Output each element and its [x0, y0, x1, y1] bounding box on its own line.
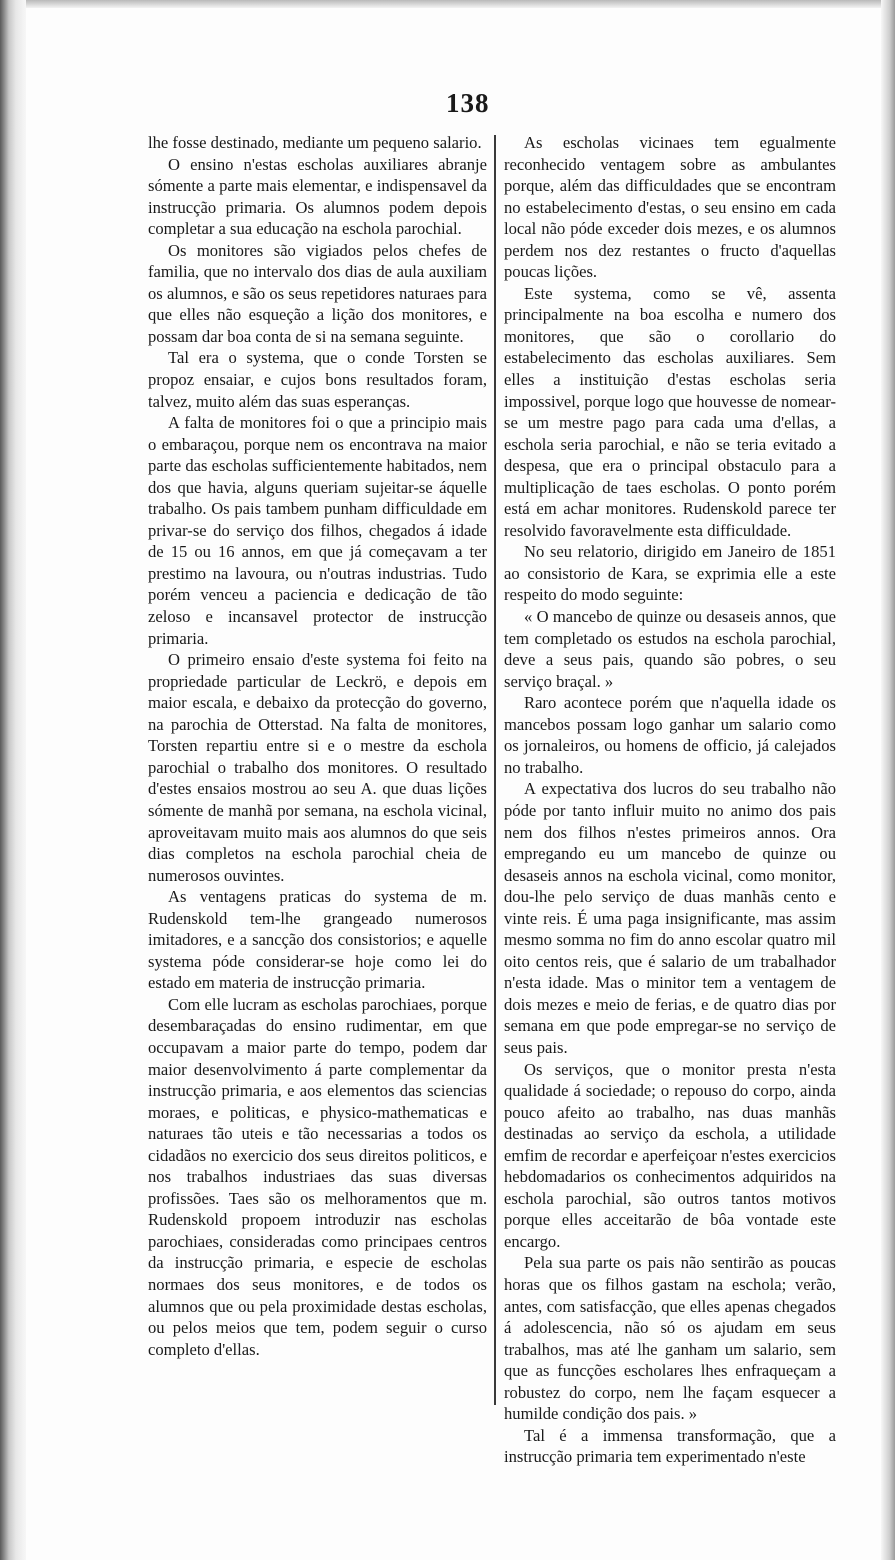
right-paragraph-2: Este systema, como se vê, assenta principalmente na boa escolha e numero dos monitores, que são o corollario do estabelecimento das escholas auxiliares. Sem elles a instituição d'estas escholas seria impossivel, porque logo que houvesse de nomear-se um mestre pago para cada uma d'ellas, a eschola seria parochial, e não se teria evitado a despesa, que era o principal obstaculo para a multiplicação de taes escholas. O ponto porém está em achar monitores. Rudenskold parece ter resolvido favoravelmente esta difficuldade. — [504, 283, 836, 540]
column-divider — [494, 135, 496, 1405]
left-paragraph-7: As ventagens praticas do systema de m. Rudenskold tem-lhe grangeado numerosos imitadores, e a sancção dos consistorios; e aquelle systema póde considerar-se hoje como lei do estado em materia de instrucção primaria. — [148, 887, 487, 993]
page-top-edge — [0, 0, 895, 8]
left-paragraph-6: O primeiro ensaio d'este systema foi feito na propriedade particular de Leckrö, e depois em maior escala, e debaixo da protecção do governo, na parochia de Otterstad. Na falta de monitores, Torsten repartiu entre si e o mestre da eschola parochial o trabalho dos monitores. O resultado d'estes ensaios mostrou ao seu A. que duas lições sómente de manhã por semana, na eschola vicinal, aproveitavam muito mais aos alumnos do que seis dias completos na eschola parochial cheia de numerosos ouvintes. — [148, 650, 487, 885]
book-spine-shadow — [0, 0, 26, 1560]
right-paragraph-5: Raro acontece porém que n'aquella idade os mancebos possam logo ganhar um salario como os jornaleiros, ou homens de officio, já calejados no trabalho. — [504, 693, 836, 777]
left-paragraph-2: O ensino n'estas escholas auxiliares abranje sómente a parte mais elementar, e indispensavel da instrucção primaria. Os alumnos podem depois completar a sua educação na eschola parochial. — [148, 154, 487, 239]
left-column — [148, 132, 487, 1360]
right-paragraph-1: As escholas vicinaes tem egualmente reconhecido ventagem sobre as ambulantes porque, além das difficuldades que se encontram no estabelecimento d'estas, o seu ensino em cada local não póde exceder dois mezes, e os alumnos perdem nos dez restantes o fructo d'aquellas poucas lições. — [504, 133, 836, 282]
right-column — [504, 132, 836, 1468]
right-paragraph-3: No seu relatorio, dirigido em Janeiro de 1851 ao consistorio de Kara, se exprimia elle a este respeito do modo seguinte: — [504, 542, 836, 605]
right-paragraph-9: Tal é a immensa transformação, que a instrucção primaria tem experimentado n'este — [504, 1425, 836, 1467]
left-paragraph-8: Com elle lucram as escholas parochiaes, porque desembaraçadas do ensino rudimentar, em que occupavam a maior parte do tempo, podem dar maior desenvolvimento á parte complementar da instrucção primaria, e aos elementos das sciencias moraes, e politicas, e physico-mathematicas e naturaes tão uteis e tão necessarias a todos os cidadãos no exercicio dos seus direitos politicos, e nos trabalhos industriaes das suas diversas profissões. Taes são os melhoramentos que m. Rudenskold propoem introduzir nas escholas parochiaes, consideradas como principaes centros da instrucção primaria, e especie de escholas normaes dos seus monitores, e de todos os alumnos que ou pela proximidade destas escholas, ou pelos meios que tem, podem seguir o curso completo d'ellas. — [148, 994, 487, 1359]
right-paragraph-6: A expectativa dos lucros do seu trabalho não póde por tanto influir muito no animo dos pais nem dos filhos n'estes primeiros annos. Ora empregando eu um mancebo de quinze ou desaseis annos na eschola vicinal, como monitor, dou-lhe pelo serviço de duas manhãs cento e vinte reis. É uma paga insignificante, mas assim mesmo somma no fim do anno escolar quatro mil oito centos reis, que é salario de um trabalhador n'esta idade. Mas o minitor tem a ventagem de dois mezes e meio de ferias, e de quatro dias por semana em que pode empregar-se no serviço de seus pais. — [504, 779, 836, 1057]
left-paragraph-3: Os monitores são vigiados pelos chefes de familia, que no intervalo dos dias de aula auxiliam os alumnos, e são os seus repetidores naturaes para que elles não esqueção a lição dos monitores, e possam dar boa conta de si na semana seguinte. — [148, 240, 487, 346]
right-paragraph-4: « O mancebo de quinze ou desaseis annos, que tem completado os estudos na eschola parochial, deve a seus pais, quando são pobres, o seu serviço braçal. » — [504, 607, 836, 691]
page-right-edge — [881, 0, 895, 1560]
left-paragraph-4: Tal era o systema, que o conde Torsten se propoz ensaiar, e cujos bons resultados foram, talvez, muito além das suas esperanças. — [148, 348, 487, 411]
left-paragraph-5: A falta de monitores foi o que a principio mais o embaraçou, porque nem os encontrava na maior parte das escholas sufficientemente habitados, nem dos que havia, alguns queriam sujeitar-se áquelle trabalho. Os pais tambem punham difficuldade em privar-se do serviço dos filhos, chegados á idade de 15 ou 16 annos, em que já começavam a ter prestimo na lavoura, ou n'outras industrias. Tudo porém venceu a paciencia e dedicação de tão zeloso e incansavel protector de instrucção primaria. — [148, 413, 487, 648]
right-paragraph-8: Pela sua parte os pais não sentirão as poucas horas que os filhos gastam na eschola; verão, antes, com satisfacção, que elles apenas chegados á adolescencia, não só os ajudam em seus trabalhos, mas até lhe ganham um salario, sem que as funcções escholares lhes enfraqueçam a robustez do corpo, nem lhe façam esquecer a humilde condição dos pais. » — [504, 1253, 836, 1424]
right-paragraph-7: Os serviços, que o monitor presta n'esta qualidade á sociedade; o repouso do corpo, ainda pouco afeito ao trabalho, nas duas manhãs destinadas ao serviço da eschola, a utilidade emfim de recordar e aperfeiçoar n'estes exercicios hebdomadarios os conhecimentos adquiridos na eschola parochial, são outros tantos motivos porque elles acceitarão de bôa vontade este encargo. — [504, 1059, 836, 1251]
left-paragraph-1: lhe fosse destinado, mediante um pequeno salario. — [148, 133, 482, 152]
page-number: 138 — [446, 88, 490, 118]
